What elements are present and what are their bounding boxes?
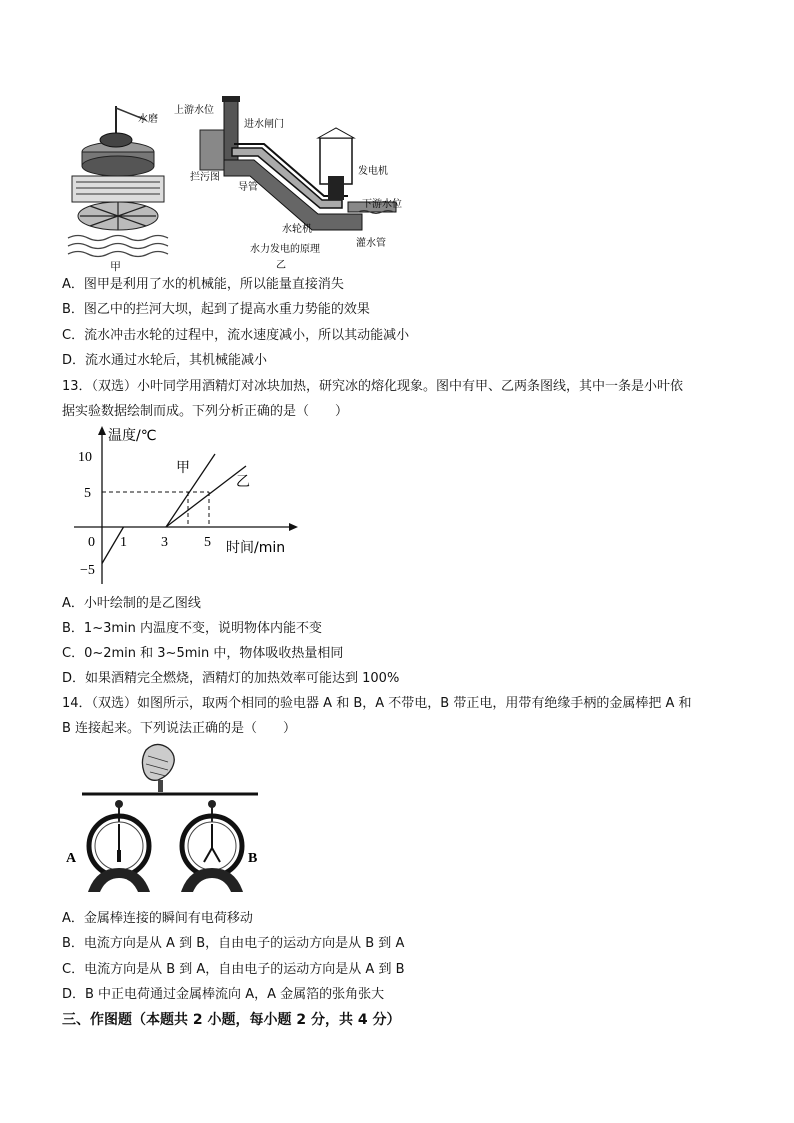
figure-jia-watermill [66,92,170,270]
q14-option-d: D．B 中正电荷通过金属棒流向 A，A 金属箔的张角张大 [62,987,385,1002]
q12-option-c: C．流水冲击水轮的过程中，流水速度减小，所以其动能减小 [62,328,410,343]
q12-option-b: B．图乙中的拦河大坝，起到了提高水重力势能的效果 [62,302,370,317]
hand-icon [142,744,174,780]
q13-option-a: A．小叶绘制的是乙图线 [62,596,201,611]
q12-option-a: A．图甲是利用了水的机械能，所以能量直接消失 [62,277,344,292]
q13-temperature-graph [70,424,310,594]
label-downstream: 下游水位 [362,199,402,210]
graph-xlabel: 时间/min [226,540,286,556]
figure-jia-caption: 甲 [110,260,121,273]
electroscope-b [181,800,243,892]
q13-stem-line1: 13．（双选）小叶同学用酒精灯对冰块加热，研究冰的熔化现象。图中有甲、乙两条图线，其中一条是小叶依 [62,379,684,394]
label-generator: 发电机 [358,166,388,177]
waterwheel-label: 水磨 [138,114,158,125]
q14-option-c: C．电流方向是从 B 到 A，自由电子的运动方向是从 A 到 B [62,962,405,977]
figure-yi-caption: 乙 [276,260,286,270]
y-tick-10: 10 [78,450,92,465]
q14-option-b: B．电流方向是从 A 到 B，自由电子的运动方向是从 B 到 A [62,936,405,951]
y-tick-minus5: −5 [80,563,95,578]
label-trash-rack: 拦污图 [190,172,220,183]
label-penstock: 导管 [238,182,258,193]
label-turbine: 水轮机 [282,224,312,235]
x-tick-3: 3 [161,535,168,550]
curve-yi-label: 乙 [236,474,250,490]
q13-stem-line2: 据实验数据绘制而成。下列分析正确的是（ ） [62,404,349,419]
q14-electroscope-figure [64,742,270,902]
q14-stem-line1: 14．（双选）如图所示，取两个相同的验电器 A 和 B，A 不带电，B 带正电，用带有绝缘手柄的金属棒把 A 和 [62,696,692,711]
q13-option-b: B．1~3min 内温度不变，说明物体内能不变 [62,621,323,636]
label-b: B [248,851,258,866]
label-upstream: 上游水位 [174,105,214,116]
curve-jia-label: 甲 [176,460,190,476]
x-tick-1: 1 [120,535,127,550]
graph-ylabel: 温度/℃ [108,428,157,444]
q13-option-c: C．0~2min 和 3~5min 中，物体吸收热量相同 [62,646,344,661]
label-intake-gate: 进水闸门 [244,119,284,130]
label-draft-tube: 灌水管 [356,238,386,249]
figure-yi-title: 水力发电的原理 [250,244,320,255]
label-a: A [66,851,77,866]
x-tick-5: 5 [204,535,211,550]
q12-option-d: D．流水通过水轮后，其机械能减小 [62,353,268,368]
figure-yi-hydropower [172,90,408,270]
q14-stem-line2: B 连接起来。下列说法正确的是（ ） [62,721,297,736]
q14-option-a: A．金属棒连接的瞬间有电荷移动 [62,911,253,926]
section-3-heading: 三、作图题（本题共 2 小题，每小题 2 分，共 4 分） [62,1012,401,1028]
q13-option-d: D．如果酒精完全燃烧，酒精灯的加热效率可能达到 100% [62,671,400,686]
curve-jia [166,454,215,527]
y-tick-0: 0 [88,535,95,550]
y-tick-5: 5 [84,486,91,501]
electroscope-a [88,800,150,892]
